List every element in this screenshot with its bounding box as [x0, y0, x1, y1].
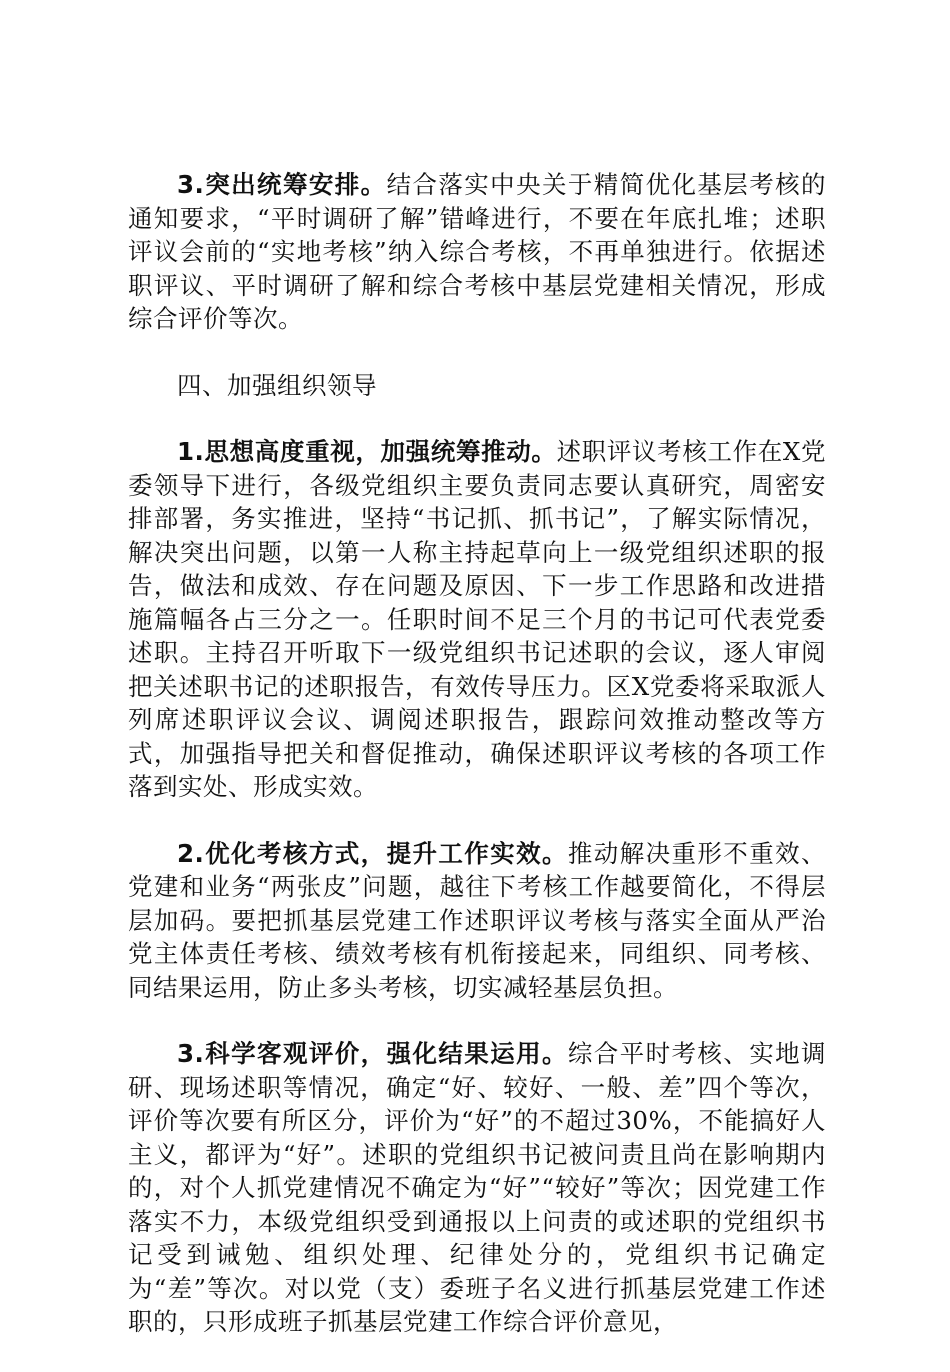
- paragraph-section4-item2: [128, 837, 826, 1005]
- paragraph-section4-item3: [128, 1037, 826, 1339]
- paragraph-lead: 3.突出统筹安排。: [177, 170, 387, 199]
- document-body: [128, 168, 826, 1372]
- paragraph-text: 综合平时考核、实地调研、现场述职等情况，确定“好、较好、一般、差”四个等次，评价等次要有所区分，评价为“好”的不超过30%，不能搞好人主义，都评为“好”。述职的党组织书记被问责且尚在影响期内的，对个人抓党建情况不确定为“好”“较好”等次；因党建工作落实不力，本级党组织受到通报以上问责的或述职的党组织书记受到诫勉、组织处理、纪律处分的，党组织书记确定为“差”等次。对以党（支）委班子名义进行抓基层党建工作述职的，只形成班子抓基层党建工作综合评价意见，: [128, 1039, 827, 1336]
- paragraph-section3-item3: [128, 168, 826, 336]
- paragraph-lead: 3.科学客观评价，强化结果运用。: [177, 1039, 568, 1068]
- section-heading: 四、加强组织领导: [177, 370, 377, 400]
- paragraph-lead: 1.思想高度重视，加强统筹推动。: [177, 437, 557, 466]
- paragraph-lead: 2.优化考核方式，提升工作实效。: [177, 838, 568, 868]
- paragraph-text: 述职评议考核工作在X党委领导下进行，各级党组织主要负责同志要认真研究，周密安排部署，务实推进，坚持“书记抓、抓书记”，了解实际情况，解决突出问题，以第一人称主持起草向上一级党组织述职的报告，做法和成效、存在问题及原因、下一步工作思路和改进措施篇幅各占三分之一。任职时间不足三个月的书记可代表党委述职。主持召开听取下一级党组织书记述职的会议，逐人审阅把关述职书记的述职报告，有效传导压力。区X党委将采取派人列席述职评议会议、调阅述职报告，跟踪问效推动整改等方式，加强指导把关和督促推动，确保述职评议考核的各项工作落到实处、形成实效。: [128, 437, 826, 801]
- paragraph-section4-item1: [128, 435, 826, 804]
- paragraph-text: 结合落实中央关于精简优化基层考核的通知要求，“平时调研了解”错峰进行，不要在年底扎堆；述职评议会前的“实地考核”纳入综合考核，不再单独进行。依据述职评议、平时调研了解和综合考核中基层党建相关情况，形成综合评价等次。: [128, 170, 827, 333]
- paragraph-text: 推动解决重形不重效、党建和业务“两张皮”问题，越往下考核工作越要简化，不得层层加码。要把抓基层党建工作述职评议考核与落实全面从严治党主体责任考核、绩效考核有机衔接起来，同组织、同考核、同结果运用，防止多头考核，切实减轻基层负担。: [128, 838, 827, 1002]
